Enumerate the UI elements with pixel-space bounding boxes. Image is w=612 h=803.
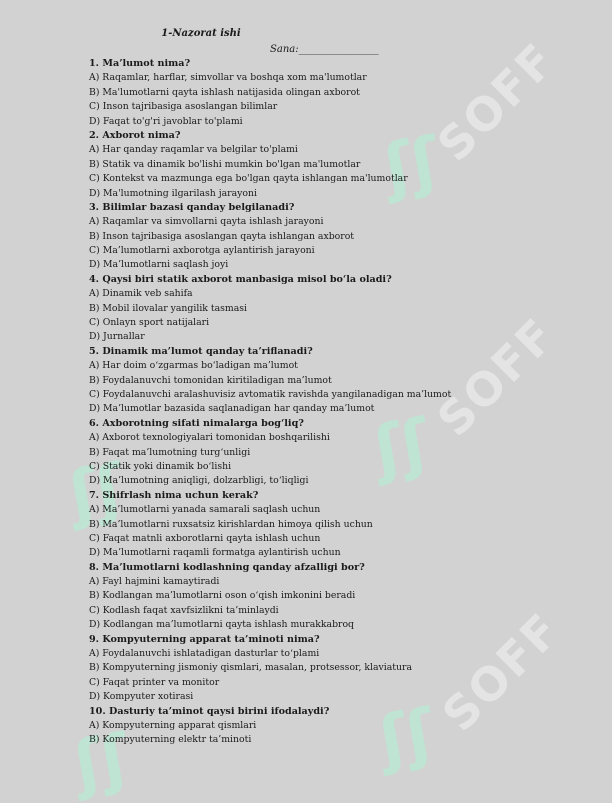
option-7a: A) Ma’lumotlarni yanada samarali saqlash uchun [89, 504, 321, 516]
option-10a: A) Kompyuterning apparat qismlari [89, 719, 257, 731]
option-6c: C) Statik yoki dinamik bo‘lishi [89, 460, 232, 472]
question-4: 4. Qaysi biri statik axborot manbasiga misol bo‘la oladi? [89, 273, 392, 285]
watermark-logo-icon: ʃʃ [373, 695, 440, 779]
watermark-logo-icon: ʃʃ [63, 450, 130, 534]
option-1a: A) Raqamlar, harflar, simvollar va boshqa xom ma'lumotlar [89, 72, 367, 84]
question-7: 7. Shifrlash nima uchun kerak? [89, 489, 259, 501]
watermark-text: SOFF [426, 32, 567, 172]
question-2: 2. Axborot nima? [89, 129, 181, 141]
question-3: 3. Bilimlar bazasi qanday belgilanadi? [89, 201, 295, 213]
option-4c: C) Onlayn sport natijalari [89, 317, 210, 329]
option-2b: B) Statik va dinamik bo'lishi mumkin bo'lgan ma'lumotlar [89, 158, 361, 170]
option-1b: B) Ma'lumotlarni qayta ishlash natijasida olingan axborot [89, 86, 360, 98]
option-8c: C) Kodlash faqat xavfsizlikni ta’minlaydi [89, 604, 279, 616]
watermark-logo-icon: ʃʃ [68, 720, 135, 803]
option-1c: C) Inson tajribasiga asoslangan bilimlar [89, 101, 278, 113]
option-9c: C) Faqat printer va monitor [89, 676, 220, 688]
option-6b: B) Faqat ma’lumotning turg‘unligi [89, 446, 251, 458]
option-9d: D) Kompyuter xotirasi [89, 691, 194, 703]
option-8b: B) Kodlangan ma’lumotlarni oson o‘qish imkonini beradi [89, 590, 356, 602]
question-5: 5. Dinamik ma’lumot qanday ta’riflanadi? [89, 345, 313, 357]
page-title: 1-Nazorat ishi [161, 28, 241, 39]
date-field: Sana:________________ [270, 44, 379, 55]
option-5a: A) Har doim o‘zgarmas bo‘ladigan ma’lumot [89, 360, 298, 372]
option-4b: B) Mobil ilovalar yangilik tasmasi [89, 302, 248, 314]
option-3b: B) Inson tajribasiga asoslangan qayta ishlangan axborot [89, 230, 355, 242]
option-1d: D) Faqat to'g'ri javoblar to'plami [89, 115, 243, 127]
option-8a: A) Fayl hajmini kamaytiradi [89, 576, 220, 588]
option-2c: C) Kontekst va mazmunga ega bo'lgan qayta ishlangan ma'lumotlar [89, 173, 408, 185]
option-7b: B) Ma’lumotlarni ruxsatsiz kirishlardan himoya qilish uchun [89, 518, 373, 530]
option-6d: D) Ma’lumotning aniqligi, dolzarbligi, to‘liqligi [89, 475, 309, 487]
watermark-text: SOFF [426, 307, 567, 447]
option-4a: A) Dinamik veb sahifa [89, 288, 193, 300]
option-9b: B) Kompyuterning jismoniy qismlari, masalan, protsessor, klaviatura [89, 662, 413, 674]
option-5b: B) Foydalanuvchi tomonidan kiritiladigan ma’lumot [89, 374, 332, 386]
question-9: 9. Kompyuterning apparat ta’minoti nima? [89, 633, 320, 645]
question-6: 6. Axborotning sifati nimalarga bog‘liq? [89, 417, 304, 429]
option-3c: C) Ma’lumotlarni axborotga aylantirish jarayoni [89, 245, 315, 257]
option-10b: B) Kompyuterning elektr ta’minoti [89, 734, 252, 746]
watermark-logo-icon: ʃʃ [368, 405, 435, 489]
option-2a: A) Har qanday raqamlar va belgilar to'plami [89, 144, 298, 156]
option-8d: D) Kodlangan ma’lumotlarni qayta ishlash murakkabroq [89, 619, 355, 631]
watermark-text: SOFF [431, 602, 572, 742]
question-list [89, 57, 589, 748]
watermark-logo-icon: ʃʃ [378, 123, 445, 207]
option-6a: A) Axborot texnologiyalari tomonidan boshqarilishi [89, 432, 330, 444]
option-7d: D) Ma’lumotlarni raqamli formatga aylantirish uchun [89, 547, 341, 559]
option-3d: D) Ma’lumotlarni saqlash joyi [89, 259, 229, 271]
option-5c: C) Foydalanuvchi aralashuvisiz avtomatik ravishda yangilanadigan ma’lumot [89, 388, 452, 400]
question-8: 8. Ma’lumotlarni kodlashning qanday afzalligi bor? [89, 561, 365, 573]
option-4d: D) Jurnallar [89, 331, 145, 343]
option-3a: A) Raqamlar va simvollarni qayta ishlash jarayoni [89, 216, 324, 228]
option-5d: D) Ma’lumotlar bazasida saqlanadigan har qanday ma’lumot [89, 403, 375, 415]
option-2d: D) Ma'lumotning ilgarilash jarayoni [89, 187, 257, 199]
question-1: 1. Ma’lumot nima? [89, 58, 191, 69]
option-7c: C) Faqat matnli axborotlarni qayta ishlash uchun [89, 532, 321, 544]
option-9a: A) Foydalanuvchi ishlatadigan dasturlar to‘plami [89, 648, 320, 660]
question-10: 10. Dasturiy ta’minot qaysi birini ifodalaydi? [89, 705, 330, 717]
